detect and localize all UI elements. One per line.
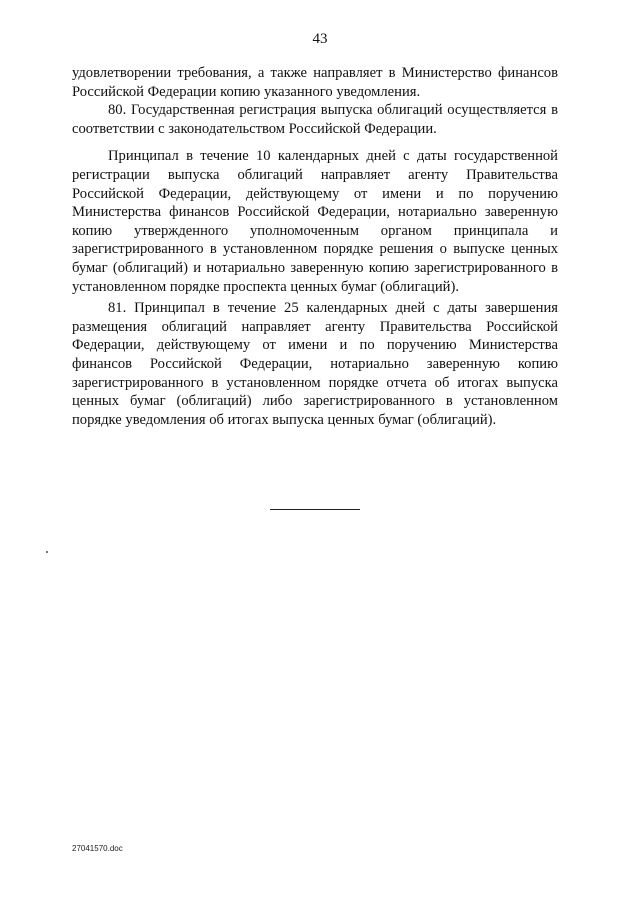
- footer-file-name: 27041570.doc: [72, 844, 123, 853]
- paragraph-principal-registration: Принципал в течение 10 календарных дней с даты государственной регистрации выпуска облигаций направляет агенту Правительства Российской Федерации, действующему от имени и по поручению Министерства финансов Российской Федерации, нотариально заверенную копию утвержденного уполномоченным органом принципала и зарегистрированного в установленном порядке решения о выпуске ценных бумаг (облигаций) и нотариально заверенную копию зарегистрированного в установленном порядке проспекта ценных бумаг (облигаций).: [72, 148, 558, 295]
- paragraph-80: 80. Государственная регистрация выпуска облигаций осуществляется в соответствии с законодательством Российской Федерации.: [72, 102, 558, 137]
- document-body: [72, 64, 558, 429]
- paragraph-81: 81. Принципал в течение 25 календарных дней с даты завершения размещения облигаций направляет агенту Правительства Российской Федерации, действующему от имени и по поручению Министерства финансов Российской Федерации, нотариально заверенную копию зарегистрированного в установленном порядке отчета об итогах выпуска ценных бумаг (облигаций) либо зарегистрированного в установленном порядке уведомления об итогах выпуска ценных бумаг (облигаций).: [72, 300, 558, 428]
- scan-speck: [46, 551, 48, 553]
- end-of-text-rule: [270, 509, 360, 510]
- page-number: 43: [312, 31, 328, 47]
- paragraph-continuation: удовлетворении требования, а также направляет в Министерство финансов Российской Федерации копию указанного уведомления.: [72, 65, 558, 100]
